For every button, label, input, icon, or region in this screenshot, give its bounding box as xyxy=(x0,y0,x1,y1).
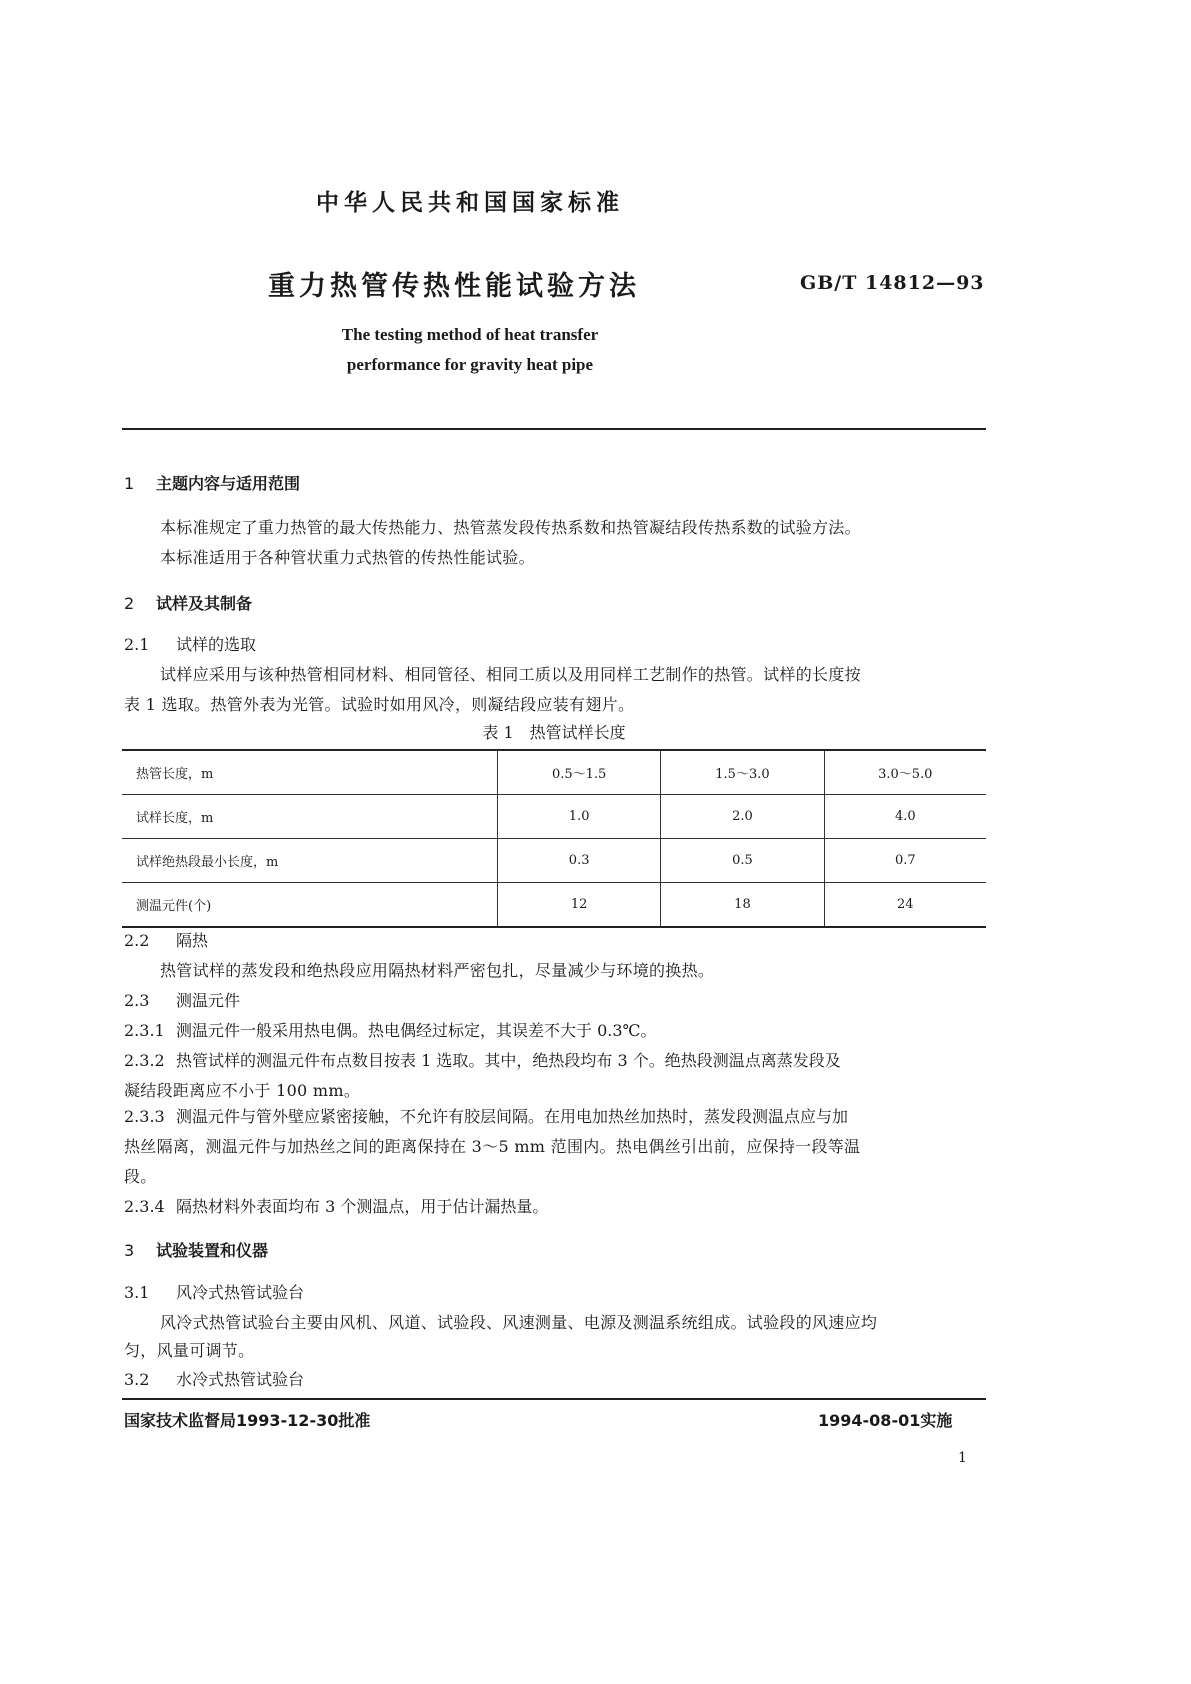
table-row-header: 试样长度，m xyxy=(122,795,498,839)
clause-2-3-1: 2.3.1 测温元件一般采用热电偶。热电偶经过标定，其误差不大于 0.3℃。 xyxy=(124,1021,657,1040)
clause-2-3-3-continued-2: 段。 xyxy=(124,1167,157,1186)
standard-code: GB/T 14812—93 xyxy=(800,272,985,294)
section-3-1-paragraph-line2: 匀，风量可调节。 xyxy=(124,1341,255,1360)
section-2-1-heading: 2.1 试样的选取 xyxy=(124,635,257,654)
table-row-header: 测温元件(个) xyxy=(122,883,498,928)
table-row-header: 热管长度，m xyxy=(122,750,498,795)
section-3-1-paragraph-line1: 风冷式热管试验台主要由风机、风道、试验段、风速测量、电源及测温系统组成。试验段的风速应均 xyxy=(160,1313,878,1332)
table-cell: 4.0 xyxy=(824,795,986,839)
table-cell: 1.0 xyxy=(498,795,661,839)
table-cell: 0.3 xyxy=(498,839,661,883)
table-cell: 0.5 xyxy=(661,839,824,883)
section-3-heading: 3 试验装置和仪器 xyxy=(124,1241,269,1260)
approval-date: 国家技术监督局1993-12-30批准 xyxy=(124,1411,371,1430)
clause-2-3-2: 2.3.2 热管试样的测温元件布点数目按表 1 选取。其中，绝热段均布 3 个。绝热段测温点离蒸发段及 xyxy=(124,1051,841,1070)
table-cell: 12 xyxy=(498,883,661,928)
header-divider xyxy=(122,428,986,430)
clause-2-3-4: 2.3.4 隔热材料外表面均布 3 个测温点，用于估计漏热量。 xyxy=(124,1197,549,1216)
document-title: 重力热管传热性能试验方法 xyxy=(268,271,640,302)
footer-divider xyxy=(122,1398,986,1400)
table-cell: 2.0 xyxy=(661,795,824,839)
clause-2-3-3-continued-1: 热丝隔离，测温元件与加热丝之间的距离保持在 3～5 mm 范围内。热电偶丝引出前，应保持一段等温 xyxy=(124,1137,861,1156)
english-title-line1: The testing method of heat transfer xyxy=(341,325,599,344)
table-row xyxy=(122,795,986,839)
heat-pipe-sample-length-table xyxy=(122,749,986,928)
table-row xyxy=(122,750,986,795)
effective-date: 1994-08-01实施 xyxy=(818,1411,953,1430)
section-1-heading: 1 主题内容与适用范围 xyxy=(124,474,301,493)
table-row-header: 试样绝热段最小长度，m xyxy=(122,839,498,883)
table-cell: 3.0～5.0 xyxy=(824,750,986,795)
section-1-paragraph-2: 本标准适用于各种管状重力式热管的传热性能试验。 xyxy=(160,548,535,567)
table-cell: 0.7 xyxy=(824,839,986,883)
english-title-line2: performance for gravity heat pipe xyxy=(346,355,594,374)
standard-type: 中华人民共和国国家标准 xyxy=(316,190,624,216)
page-number: 1 xyxy=(958,1450,967,1466)
clause-2-3-2-continued: 凝结段距离应不小于 100 mm。 xyxy=(124,1081,361,1100)
section-2-2-heading: 2.2 隔热 xyxy=(124,931,209,950)
table-row xyxy=(122,839,986,883)
section-2-1-paragraph-line1: 试样应采用与该种热管相同材料、相同管径、相同工质以及用同样工艺制作的热管。试样的长度按 xyxy=(160,665,861,684)
table-cell: 24 xyxy=(824,883,986,928)
section-3-1-heading: 3.1 风冷式热管试验台 xyxy=(124,1283,305,1302)
section-2-2-paragraph: 热管试样的蒸发段和绝热段应用隔热材料严密包扎，尽量减少与环境的换热。 xyxy=(160,961,715,980)
section-1-paragraph-1: 本标准规定了重力热管的最大传热能力、热管蒸发段传热系数和热管凝结段传热系数的试验方法。 xyxy=(160,518,861,537)
table-cell: 0.5～1.5 xyxy=(498,750,661,795)
section-3-2-heading: 3.2 水冷式热管试验台 xyxy=(124,1370,305,1389)
section-2-3-heading: 2.3 测温元件 xyxy=(124,991,241,1010)
table-caption: 表 1 热管试样长度 xyxy=(482,723,626,742)
table-cell: 1.5～3.0 xyxy=(661,750,824,795)
clause-2-3-3: 2.3.3 测温元件与管外壁应紧密接触，不允许有胶层间隔。在用电加热丝加热时，蒸发段测温点应与加 xyxy=(124,1107,849,1126)
section-2-heading: 2 试样及其制备 xyxy=(124,594,253,613)
section-2-1-paragraph-line2: 表 1 选取。热管外表为光管。试验时如用风冷，则凝结段应装有翅片。 xyxy=(124,695,635,714)
table-row xyxy=(122,883,986,928)
table-cell: 18 xyxy=(661,883,824,928)
